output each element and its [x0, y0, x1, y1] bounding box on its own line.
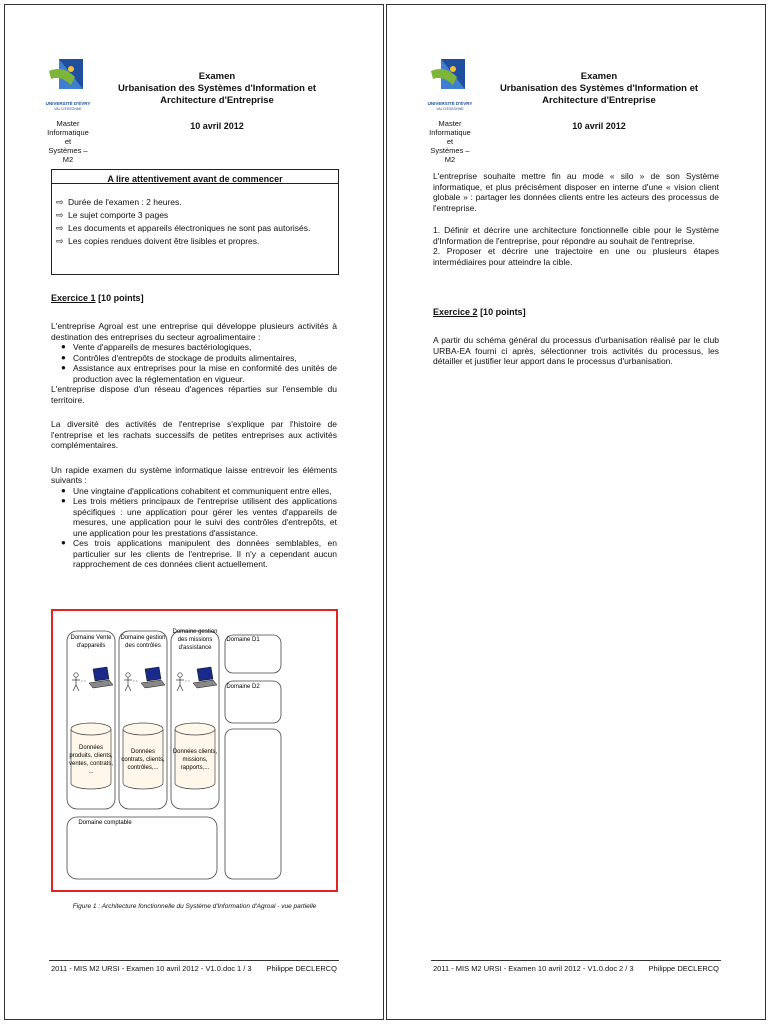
instructions-box [51, 169, 339, 275]
exercise-1-title: Exercice 1 [10 points] [51, 293, 144, 303]
data-label: produits, clients, [69, 753, 113, 759]
list-item: ⇨ Les copies rendues doivent être lisibles et propres. [56, 236, 260, 246]
bullet-icon: ● [61, 538, 66, 547]
footer-author: Philippe DECLERCQ [648, 964, 719, 973]
domain-label: Domaine Vente [70, 635, 112, 641]
list-item: ● Une vingtaine d'applications cohabitent et communiquent entre elles, [61, 485, 332, 496]
page-2-body [433, 171, 719, 267]
list-item: ● Vente d'appareils de mesures bactériologiques, [61, 342, 252, 352]
footer-page-number: 1 / 3 [237, 964, 252, 973]
university-name: UNIVERSITÉ D'ÉVRY [45, 101, 91, 106]
domain-label: d'assistance [178, 645, 212, 651]
database-icon [123, 723, 163, 789]
exercise-2-body: A partir du schéma général du processus d'urbanisation réalisé par le club URBA-EA fourni ci après, sélectionner trois activités du processus, les détailler et justifier leur apport dans le processus d'urbanisation. [433, 335, 719, 366]
list-item: ⇨ Durée de l'examen : 2 heures. [56, 197, 182, 207]
footer-author: Philippe DECLERCQ [266, 964, 337, 973]
university-subname: VAL D'ESSONNE [54, 107, 82, 111]
exam-title: Examen [580, 71, 618, 82]
question-1: 1. Définir et décrire une architecture fonctionnelle cible pour le Système d'Information de l'entreprise, pour répondre au souhait de l'entreprise. [433, 225, 719, 246]
page-2-intro: L'entreprise souhaite mettre fin au mode « silo » de son Système informatique, et plus précisément disposer en interne d'une « vision client globale » : partager les données clients entre les acteurs des processus de l'entreprise. [433, 171, 719, 213]
page-footer [431, 960, 721, 974]
footer-doc-name: 2011 - MIS M2 URSI - Examen 10 avril 2012 - V1.0.doc [433, 964, 618, 973]
figure-caption: Figure 1 : Architecture fonctionnelle du Système d'Information d'Agroal - vue partielle [72, 903, 317, 910]
list-item: ⇨ Les documents et appareils électroniques ne sont pas autorisés. [56, 223, 311, 233]
exam-titles [473, 71, 725, 131]
exam-subtitle: Urbanisation des Systèmes d'Information et Architecture d'Entreprise [499, 83, 699, 106]
observations-list [51, 486, 337, 570]
exam-date: 10 avril 2012 [572, 121, 626, 131]
footer-page-number: 2 / 3 [619, 964, 634, 973]
university-subname: VAL D'ESSONNE [436, 107, 464, 111]
instructions-title: A lire attentivement avant de commencer [52, 170, 338, 184]
page-header [45, 57, 345, 164]
domain-d2-label: Domaine D2 [226, 684, 260, 690]
domain-box-compta [67, 817, 217, 879]
program-label: Master Informatique et Systèmes – M2 [47, 119, 89, 164]
arrow-icon: ⇨ [56, 236, 64, 246]
list-item: ● Contrôles d'entrepôts de stockage de produits alimentaires, [61, 352, 297, 363]
footer-doc-name: 2011 - MIS M2 URSI - Examen 10 avril 2012 - V1.0.doc [51, 964, 236, 973]
history-paragraph: La diversité des activités de l'entreprise s'explique par l'histoire de l'entreprise et les rachats successifs de petites entreprises aux activités complémentaires. [51, 419, 337, 450]
program-label: Master Informatique et Systèmes – M2 [429, 119, 471, 164]
data-label: rapports,... [180, 765, 210, 771]
instructions-list [52, 184, 338, 248]
bullet-icon: ● [61, 496, 66, 505]
data-label: ... [88, 769, 94, 775]
architecture-diagram [53, 611, 336, 890]
architecture-figure [51, 609, 338, 892]
question-2: 2. Proposer et décrire une trajectoire en une ou plusieurs étapes intermédiaires pour atteindre la cible. [433, 246, 719, 267]
activities-list [51, 342, 337, 384]
document-page-2 [386, 4, 766, 1020]
exam-title: Examen [198, 71, 236, 82]
exam-subtitle: Urbanisation des Systèmes d'Information et Architecture d'Entreprise [117, 83, 317, 106]
university-name: UNIVERSITÉ D'ÉVRY [427, 101, 473, 106]
exam-titles [91, 71, 343, 131]
data-label: Données [130, 749, 156, 755]
laptop-icon [193, 667, 217, 688]
list-item: ⇨ Le sujet comporte 3 pages [56, 210, 169, 220]
arrow-icon: ⇨ [56, 210, 64, 220]
exercise-2-title: Exercice 2 [10 points] [433, 307, 526, 317]
document-page-1 [4, 4, 384, 1020]
bullet-icon: ● [61, 485, 66, 495]
exam-date: 10 avril 2012 [190, 121, 244, 131]
data-label: contrôles,... [127, 765, 159, 771]
data-label: Données clients, [172, 749, 218, 755]
bullet-icon: ● [61, 363, 66, 372]
bullet-icon: ● [61, 342, 66, 351]
laptop-icon [89, 667, 113, 688]
exam-intro-paragraph: Un rapide examen du système informatique laisse entrevoir les éléments suivants : [51, 464, 337, 485]
exercise-1-body [51, 321, 337, 570]
bullet-icon: ● [61, 352, 66, 362]
user-icon [124, 673, 132, 691]
domain-compta-label: Domaine comptable [78, 820, 132, 826]
list-item: ● Assistance aux entreprises pour la mise en conformité des unités de production avec la réglementation en vigueur. [61, 363, 337, 384]
exercise-1-intro: L'entreprise Agroal est une entreprise qui développe plusieurs activités à destination des entreprises du secteur agroalimentaire : [51, 321, 337, 342]
domain-label: Domaine gestion [172, 629, 218, 635]
domain-box-extra [225, 729, 281, 879]
network-paragraph: L'entreprise dispose d'un réseau d'agences réparties sur l'ensemble du territoire. [51, 384, 337, 405]
data-label: ventes, contrats, [68, 761, 114, 767]
arrow-icon: ⇨ [56, 197, 64, 207]
list-item: ● Ces trois applications manipulent des données semblables, en particulier sur les clients de l'entreprise. Il n'y a cependant aucun rapprochement de ces données client actuellement. [61, 538, 337, 569]
page-header [427, 57, 727, 164]
domain-label: des missions [177, 637, 213, 643]
database-icon [175, 723, 215, 789]
data-label: Données [78, 745, 104, 751]
page-footer [49, 960, 339, 974]
data-label: missions, [182, 757, 208, 763]
list-item: ● Les trois métiers principaux de l'entreprise utilisent des applications spécifiques : une application pour gérer les ventes d'appareils de mesures, une application pour le suivi des contrôles d'entrepôts, et une application pour les prestations d'assistance. [61, 496, 337, 538]
arrow-icon: ⇨ [56, 223, 64, 233]
user-icon [176, 673, 184, 691]
domain-label: des contrôles [125, 643, 161, 649]
domain-label: d'appareils [76, 643, 106, 649]
laptop-icon [141, 667, 165, 688]
domain-d1-label: Domaine D1 [226, 637, 260, 643]
user-icon [72, 673, 80, 691]
data-label: contrats, clients, [121, 757, 165, 763]
domain-label: Domaine gestion [120, 635, 166, 641]
